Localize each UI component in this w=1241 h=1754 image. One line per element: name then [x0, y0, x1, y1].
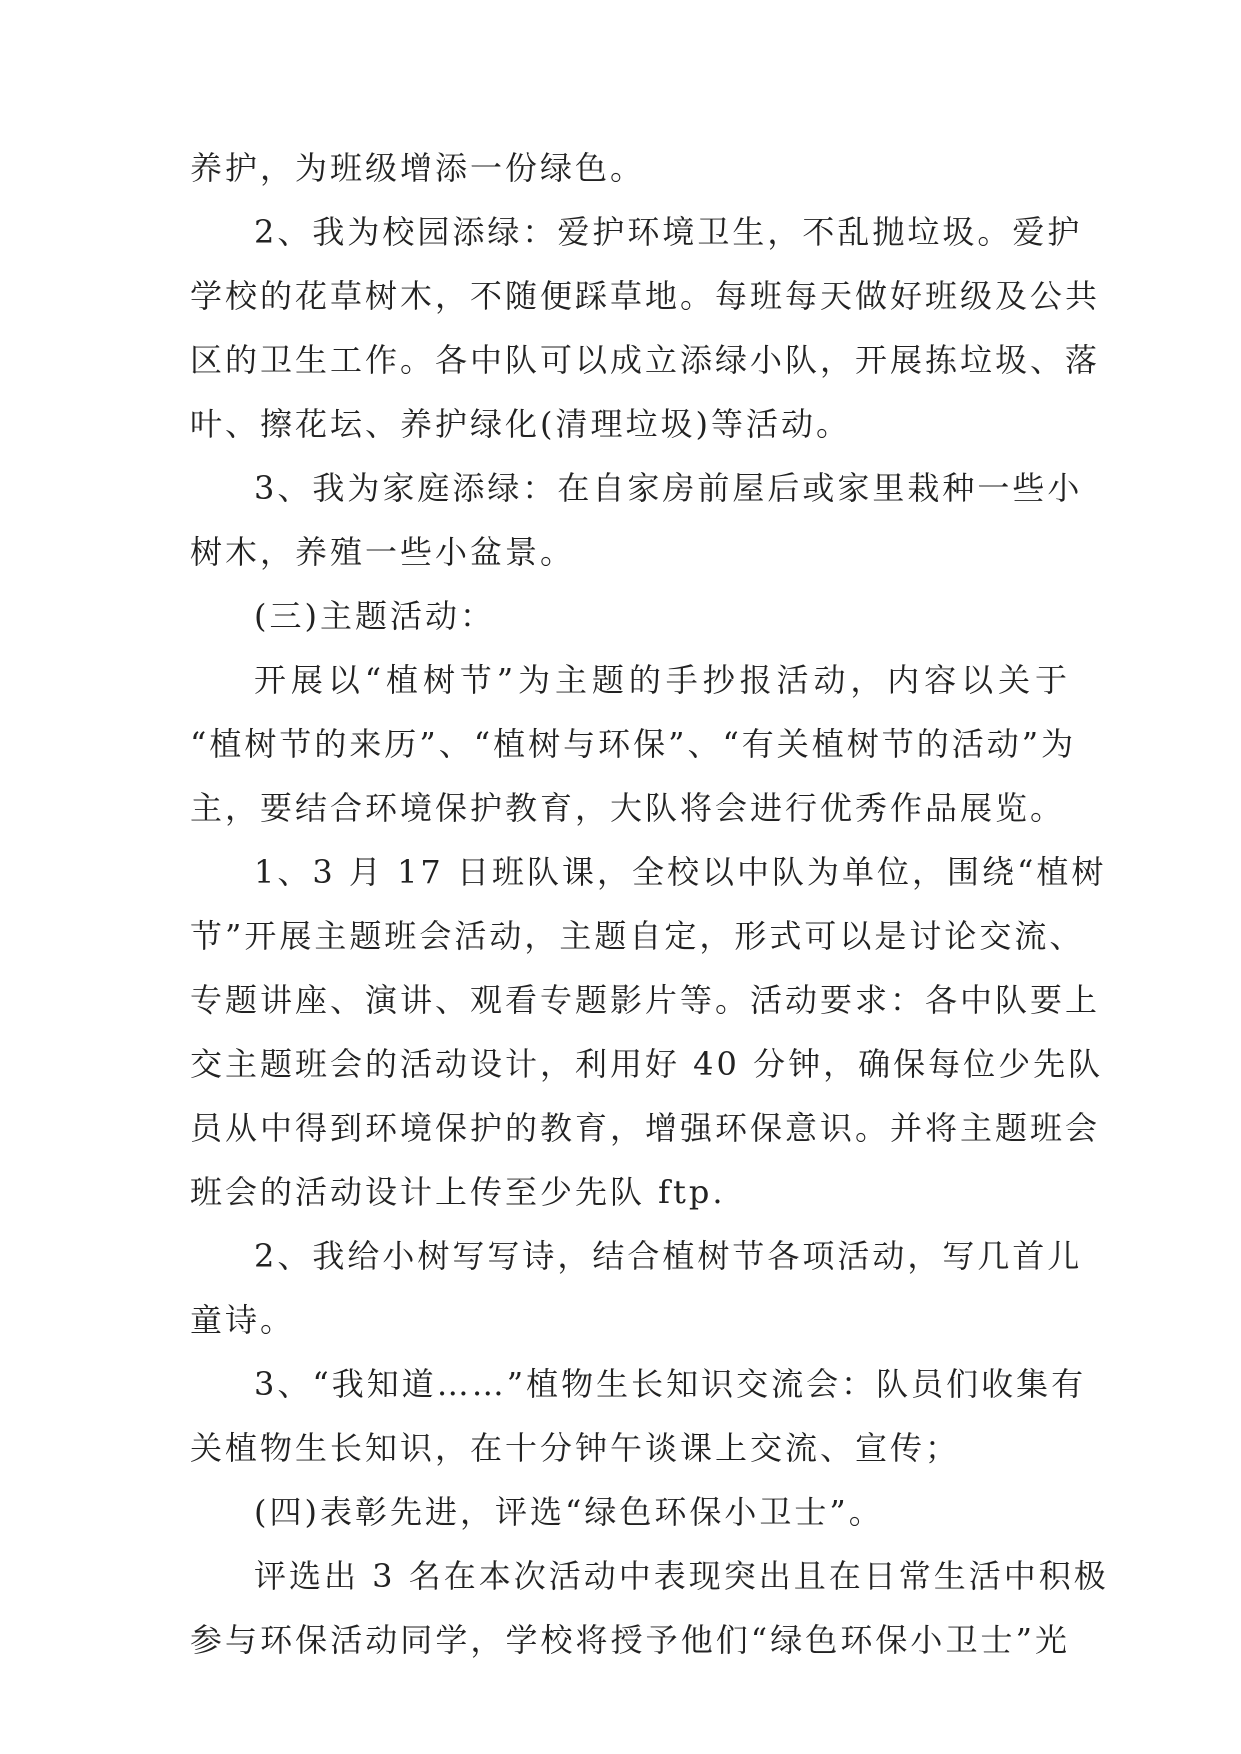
paragraph-line: 主，要结合环境保护教育，大队将会进行优秀作品展览。 — [190, 789, 1066, 827]
paragraph-line: 专题讲座、演讲、观看专题影片等。活动要求：各中队要上 — [190, 981, 1101, 1019]
paragraph-line: 评选出 3 名在本次活动中表现突出且在日常生活中积极 — [254, 1557, 1109, 1595]
paragraph-line: 3、“我知道……”植物生长知识交流会：队员们收集有 — [254, 1365, 1087, 1403]
paragraph-line: 员从中得到环境保护的教育，增强环保意识。并将主题班会 — [190, 1109, 1101, 1147]
section-heading: (四)表彰先进，评选“绿色环保小卫士”。 — [254, 1493, 884, 1531]
paragraph-line: “植树节的来历”、“植树与环保”、“有关植树节的活动”为 — [190, 725, 1077, 763]
paragraph-line: 2、我给小树写写诗，结合植树节各项活动，写几首儿 — [254, 1237, 1083, 1275]
section-heading: (三)主题活动： — [254, 597, 495, 635]
paragraph-line: 节”开展主题班会活动，主题自定，形式可以是讨论交流、 — [190, 917, 1085, 955]
paragraph-line: 1、3 月 17 日班队课，全校以中队为单位，围绕“植树 — [254, 853, 1107, 891]
paragraph-line: 树木，养殖一些小盆景。 — [190, 533, 576, 571]
paragraph-line: 交主题班会的活动设计，利用好 40 分钟，确保每位少先队 — [190, 1045, 1104, 1083]
paragraph-line: 叶、擦花坛、养护绿化(清理垃圾)等活动。 — [190, 405, 851, 443]
paragraph-line: 学校的花草树木，不随便踩草地。每班每天做好班级及公共 — [190, 277, 1101, 315]
paragraph-line: 3、我为家庭添绿：在自家房前屋后或家里栽种一些小 — [254, 469, 1083, 507]
paragraph-line: 开展以“植树节”为主题的手抄报活动，内容以关于 — [254, 661, 1070, 699]
paragraph-line: 班会的活动设计上传至少先队 ftp. — [190, 1173, 726, 1211]
paragraph-line: 2、我为校园添绿：爱护环境卫生，不乱抛垃圾。爱护 — [254, 213, 1083, 251]
paragraph-line: 养护，为班级增添一份绿色。 — [190, 149, 646, 187]
paragraph-line: 关植物生长知识，在十分钟午谈课上交流、宣传； — [190, 1429, 961, 1467]
paragraph-line: 童诗。 — [190, 1301, 296, 1339]
paragraph-line: 区的卫生工作。各中队可以成立添绿小队，开展拣垃圾、落 — [190, 341, 1101, 379]
paragraph-line: 参与环保活动同学，学校将授予他们“绿色环保小卫士”光 — [190, 1621, 1070, 1659]
